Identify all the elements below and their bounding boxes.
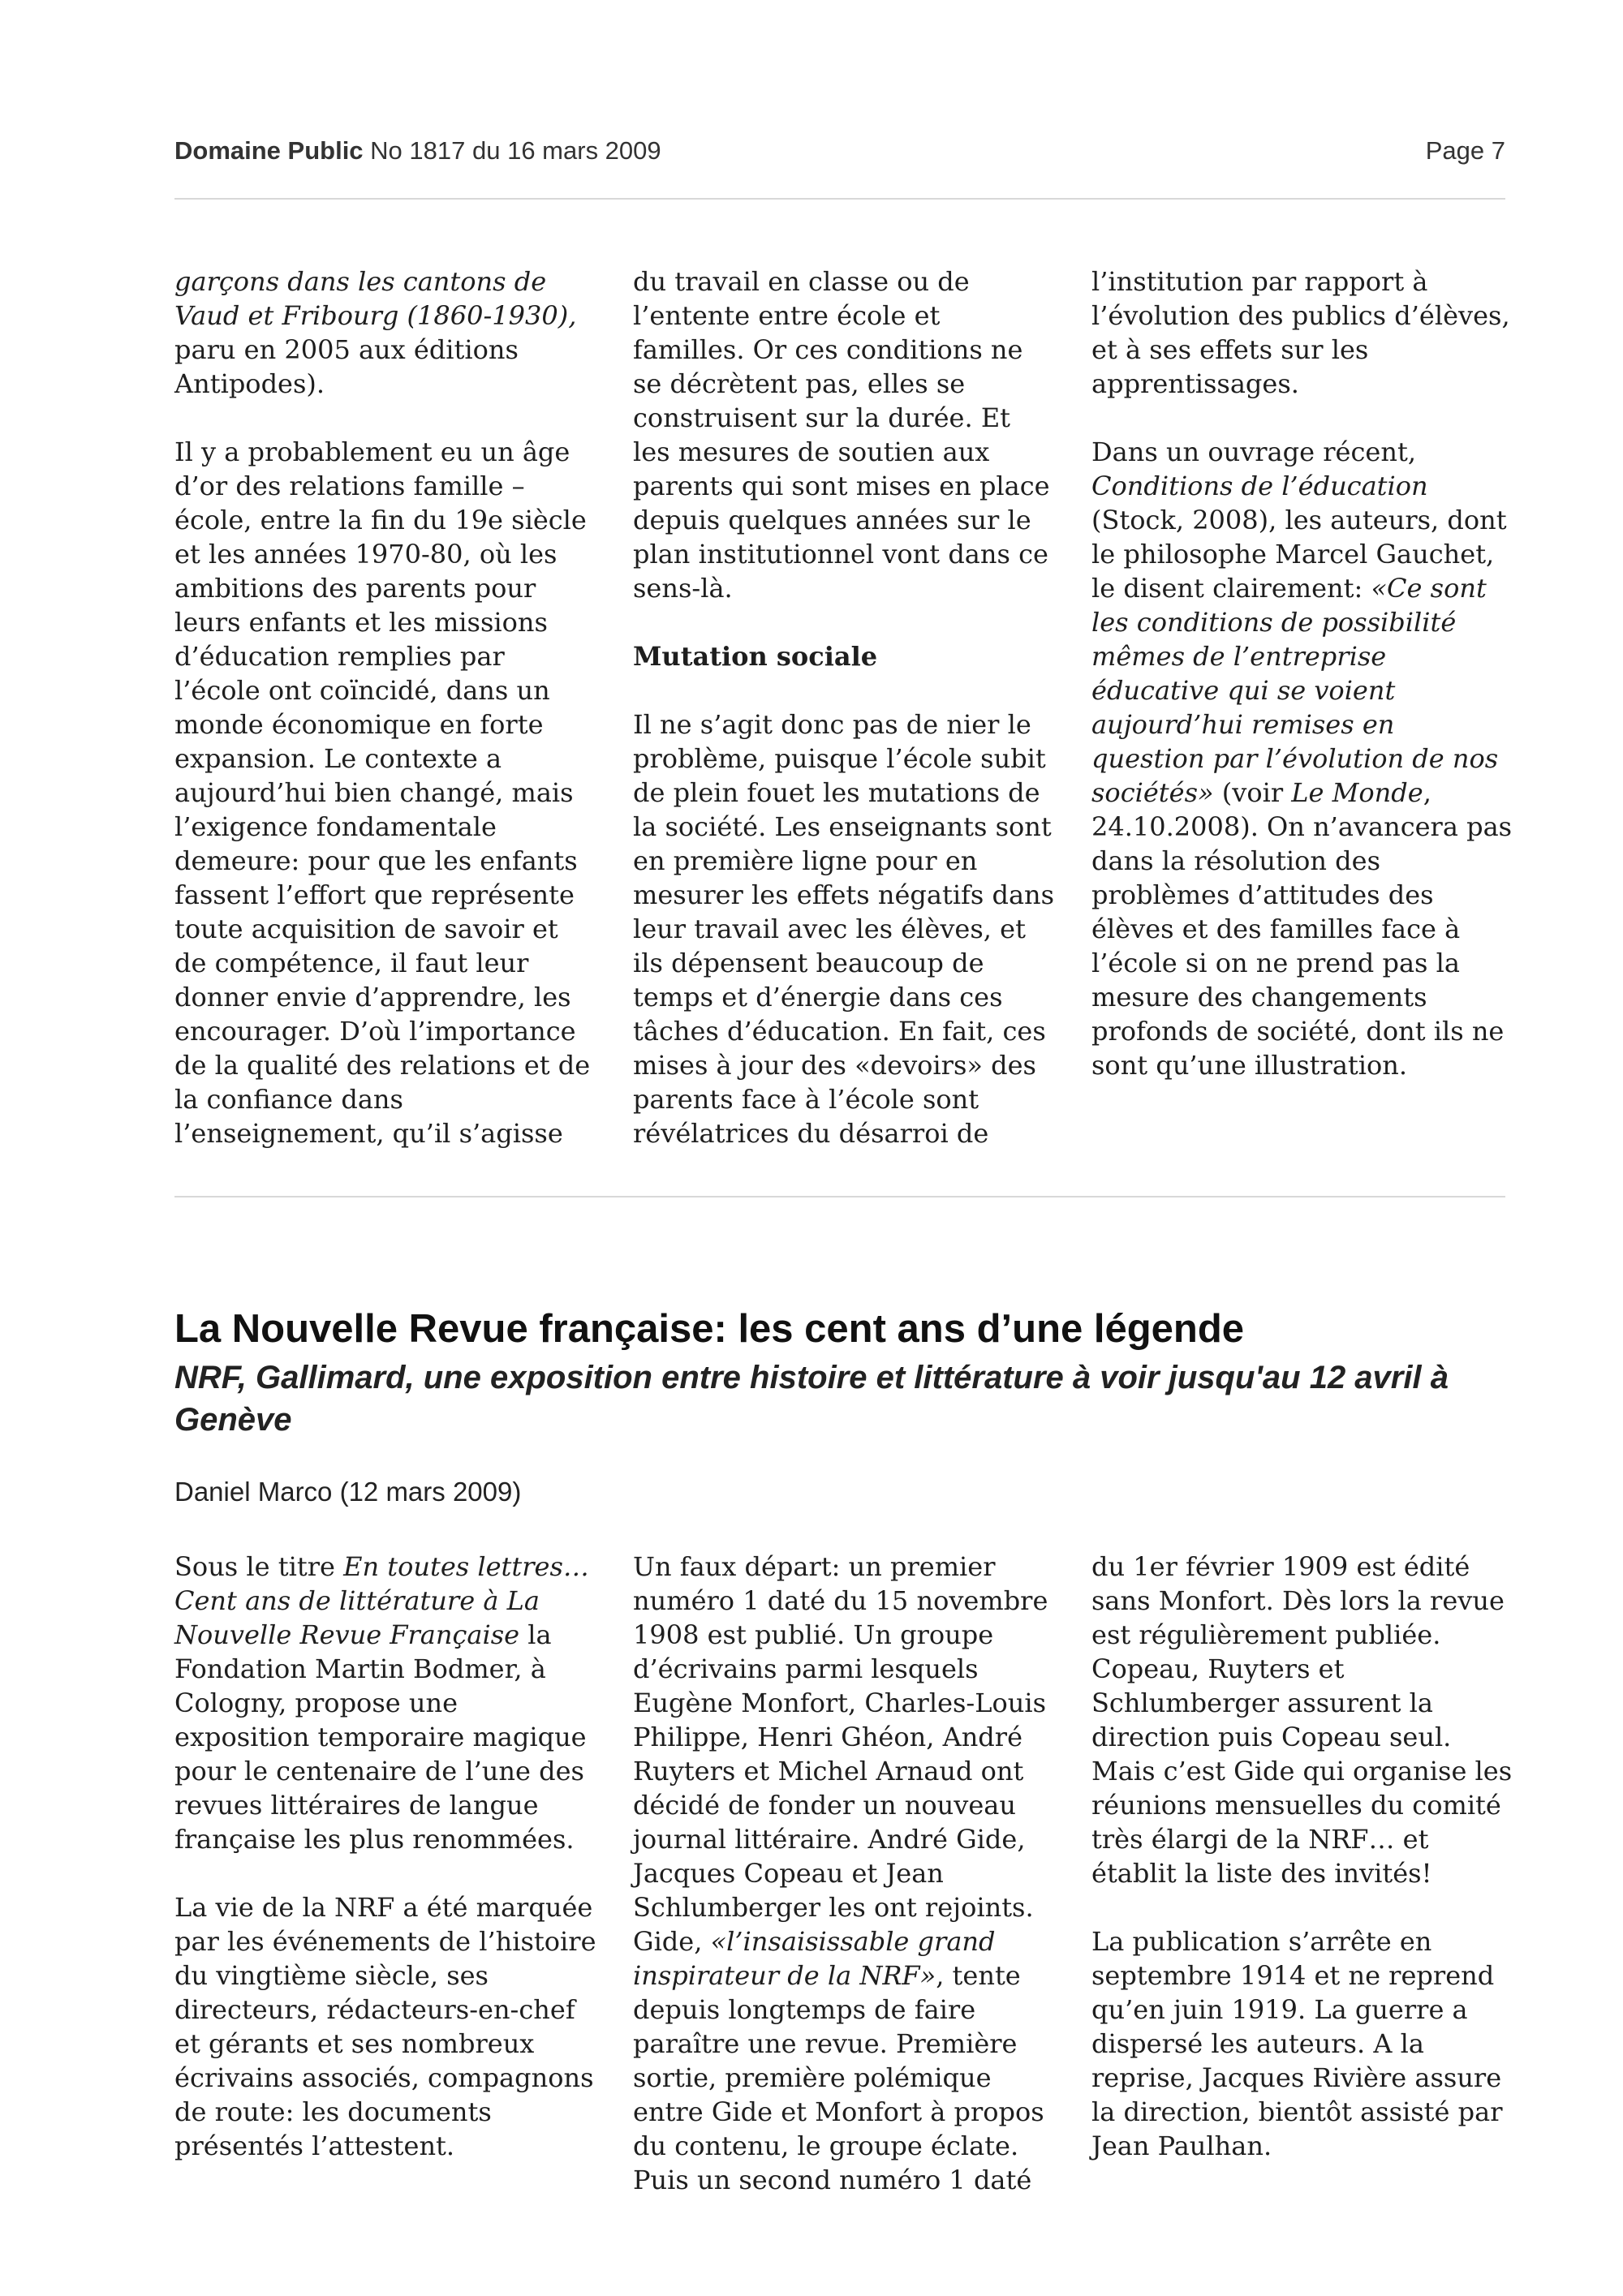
book-title: Conditions de l’éducation (1091, 471, 1428, 501)
article1-column-3 (1091, 264, 1513, 1116)
paragraph: La vie de la NRF a été marquée par les événements de l’histoire du vingtième siècle, ses directeurs, rédacteurs-en-chef et gérants et ses nombreux écrivains associés, compagnons de route: les documents présentés l’attestent. (174, 1892, 596, 2161)
article-subtitle: NRF, Gallimard, une exposition entre histoire et littérature à voir jusqu'au 12 avril à Genève (174, 1360, 1449, 1438)
paragraph: Il y a probablement eu un âge d’or des relations famille – école, entre la fin du 19e siècle et les années 1970-80, où les ambitions des parents pour leurs enfants et les missions d’éducation remplies par l’école ont coïncidé, dans un monde économique en forte expansion. Le contexte a aujourd’hui bien changé, mais l’exigence fondamentale demeure: pour que les enfants fassent l’effort que représente toute acquisition de savoir et de compétence, il faut leur donner envie d’apprendre, les encourager. D’où l’importance de la qualité des relations et de la confiance dans l’enseignement, qu’il s’agisse (174, 436, 591, 1149)
section-heading: Mutation sociale (633, 641, 878, 672)
paragraph: du 1er février 1909 est édité sans Monfort. Dès lors la revue est régulièrement publiée. Copeau, Ruyters et Schlumberger assurent la direction puis Copeau seul. Mais c’est Gide qui organise les réunions mensuelles du comité très élargi de la NRF… et établit la liste des invités! (1091, 1551, 1513, 1889)
italic-text: garçons dans les cantons de Vaud et Fribourg (1860-1930), (174, 266, 577, 331)
paragraph: garçons dans les cantons de Vaud et Fribourg (1860-1930), paru en 2005 aux éditions Antipodes). (174, 266, 577, 399)
article2-column-3 (1091, 1550, 1513, 2197)
article1-column-2 (633, 264, 1055, 1185)
exhibition-title: En toutes lettres… Cent ans de littérature à La Nouvelle Revue Française (174, 1551, 589, 1650)
article1-column-1 (174, 264, 596, 1185)
paragraph: La publication s’arrête en septembre 1914 et ne reprend qu’en juin 1919. La guerre a dispersé les auteurs. A la reprise, Jacques Rivière assure la direction, bientôt assisté par Jean Paulhan. (1091, 1926, 1503, 2161)
publication-name: Domaine Public (174, 136, 364, 165)
article-title: La Nouvelle Revue française: les cent ans d’une légende (174, 1307, 1245, 1351)
quotation: «l’insaisissable grand inspirateur de la NRF» (633, 1926, 996, 1991)
page-number: Page 7 (1425, 136, 1505, 165)
paragraph: Il ne s’agit donc pas de nier le problème, puisque l’école subit de plein fouet les mutations de la société. Les enseignants sont en première ligne pour en mesurer les effets négatifs dans leur travail avec les élèves, et ils dépensent beaucoup de temps et d’énergie dans ces tâches d’éducation. En fait, ces mises à jour des «devoirs» des parents face à l’école sont révélatrices du désarroi de (633, 709, 1055, 1149)
issue-info: No 1817 du 16 mars 2009 (370, 136, 661, 165)
header-divider (174, 198, 1505, 200)
article-byline: Daniel Marco (12 mars 2009) (174, 1477, 522, 1507)
paragraph: Sous le titre En toutes lettres… Cent ans de littérature à La Nouvelle Revue Française la Fondation Martin Bodmer, à Cologny, propose une exposition temporaire magique pour le centenaire de l’une des revues littéraires de langue française les plus renommées. (174, 1551, 589, 1855)
paragraph: Dans un ouvrage récent, Conditions de l’éducation (Stock, 2008), les auteurs, dont le philosophe Marcel Gauchet, le disent clairement: «Ce sont les conditions de possibilité mêmes de l’entreprise éducative qui se voient aujourd’hui remises en question par l’évolution de nos sociétés» (voir Le Monde, 24.10.2008). On n’avancera pas dans la résolution des problèmes d’attitudes des élèves et des familles face à l’école si on ne prend pas la mesure des changements profonds de société, dont ils ne sont qu’une illustration. (1091, 436, 1513, 1081)
newspaper-title: Le Monde (1291, 777, 1423, 808)
paragraph: du travail en classe ou de l’entente entre école et familles. Or ces conditions ne se décrètent pas, elles se construisent sur la durée. Et les mesures de soutien aux parents qui sont mises en place depuis quelques années sur le plan institutionnel vont dans ce sens-là. (633, 266, 1050, 604)
article-divider (174, 1196, 1505, 1197)
article2-column-1 (174, 1550, 596, 2197)
quotation: «Ce sont les conditions de possibilité mêmes de l’entreprise éducative qui se voient aujourd’hui remises en question par l’évolution de nos sociétés» (1091, 573, 1499, 808)
article2-column-2 (633, 1550, 1055, 2231)
paragraph: Un faux départ: un premier numéro 1 daté du 15 novembre 1908 est publié. Un groupe d’écrivains parmi lesquels Eugène Monfort, Charles-Louis Philippe, Henri Ghéon, André Ruyters et Michel Arnaud ont décidé de fonder un nouveau journal littéraire. André Gide, Jacques Copeau et Jean Schlumberger les ont rejoints. Gide, «l’insaisissable grand inspirateur de la NRF», tente depuis longtemps de faire paraître une revue. Première sortie, première polémique entre Gide et Monfort à propos du contenu, le groupe éclate. Puis un second numéro 1 daté (633, 1551, 1048, 2195)
paragraph: l’institution par rapport à l’évolution des publics d’élèves, et à ses effets sur les apprentissages. (1091, 266, 1510, 399)
page-header (174, 136, 1505, 166)
